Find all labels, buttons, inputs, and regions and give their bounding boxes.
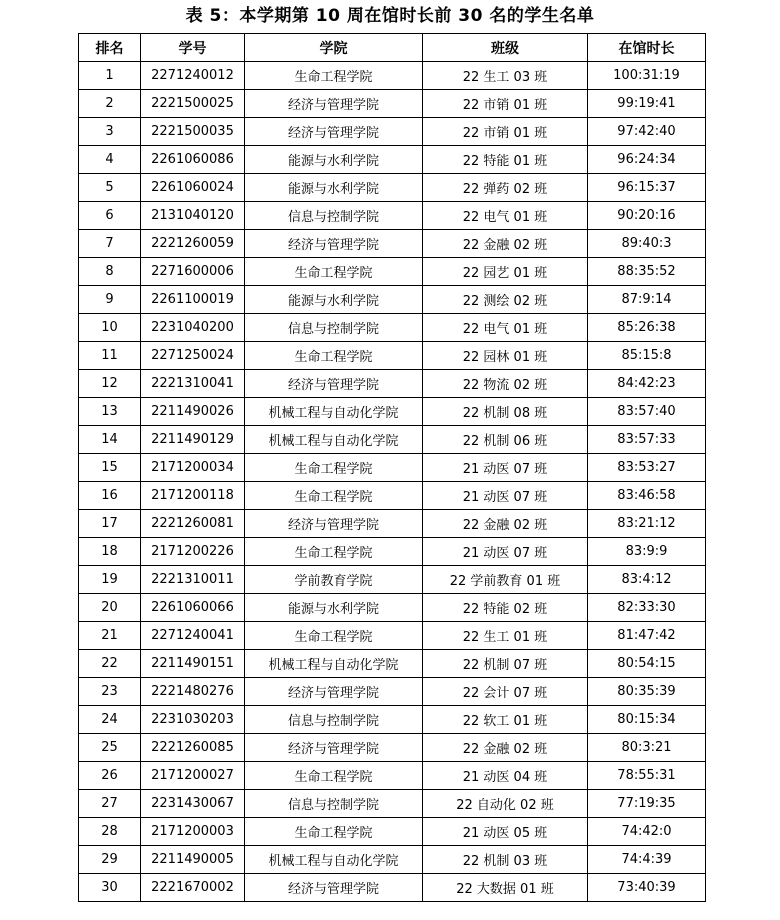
cell-college: 经济与管理学院 (245, 510, 423, 538)
table-row (79, 622, 706, 650)
student-hours-table (78, 33, 706, 902)
cell-class: 22 机制 06 班 (423, 426, 588, 454)
table-row (79, 398, 706, 426)
cell-student-id: 2261060086 (141, 146, 245, 174)
cell-class: 22 金融 02 班 (423, 734, 588, 762)
cell-class: 22 特能 01 班 (423, 146, 588, 174)
cell-hours: 83:57:40 (588, 398, 706, 426)
cell-college: 生命工程学院 (245, 454, 423, 482)
table-row (79, 258, 706, 286)
cell-class: 22 电气 01 班 (423, 202, 588, 230)
cell-hours: 87:9:14 (588, 286, 706, 314)
cell-college: 信息与控制学院 (245, 314, 423, 342)
table-row (79, 286, 706, 314)
cell-student-id: 2171200003 (141, 818, 245, 846)
table-row (79, 202, 706, 230)
cell-rank: 2 (79, 90, 141, 118)
cell-college: 生命工程学院 (245, 258, 423, 286)
cell-college: 生命工程学院 (245, 762, 423, 790)
cell-class: 22 市销 01 班 (423, 90, 588, 118)
cell-rank: 5 (79, 174, 141, 202)
cell-college: 生命工程学院 (245, 482, 423, 510)
cell-college: 经济与管理学院 (245, 734, 423, 762)
cell-student-id: 2261100019 (141, 286, 245, 314)
header-college: 学院 (245, 34, 423, 62)
cell-student-id: 2221480276 (141, 678, 245, 706)
cell-class: 22 生工 03 班 (423, 62, 588, 90)
cell-rank: 21 (79, 622, 141, 650)
cell-class: 21 动医 04 班 (423, 762, 588, 790)
cell-college: 学前教育学院 (245, 566, 423, 594)
table-row (79, 678, 706, 706)
cell-student-id: 2211490129 (141, 426, 245, 454)
cell-hours: 83:57:33 (588, 426, 706, 454)
table-row (79, 426, 706, 454)
cell-hours: 85:26:38 (588, 314, 706, 342)
cell-hours: 96:15:37 (588, 174, 706, 202)
cell-hours: 90:20:16 (588, 202, 706, 230)
cell-student-id: 2221500035 (141, 118, 245, 146)
cell-college: 生命工程学院 (245, 62, 423, 90)
cell-class: 22 金融 02 班 (423, 230, 588, 258)
cell-college: 经济与管理学院 (245, 678, 423, 706)
cell-student-id: 2211490151 (141, 650, 245, 678)
cell-hours: 83:4:12 (588, 566, 706, 594)
cell-college: 信息与控制学院 (245, 706, 423, 734)
cell-hours: 97:42:40 (588, 118, 706, 146)
cell-college: 信息与控制学院 (245, 790, 423, 818)
cell-class: 22 学前教育 01 班 (423, 566, 588, 594)
table-row (79, 482, 706, 510)
cell-college: 经济与管理学院 (245, 90, 423, 118)
cell-rank: 23 (79, 678, 141, 706)
cell-hours: 100:31:19 (588, 62, 706, 90)
cell-rank: 13 (79, 398, 141, 426)
cell-class: 21 动医 07 班 (423, 538, 588, 566)
cell-hours: 83:9:9 (588, 538, 706, 566)
cell-class: 22 园艺 01 班 (423, 258, 588, 286)
table-row (79, 734, 706, 762)
table-body (79, 62, 706, 902)
header-student-id: 学号 (141, 34, 245, 62)
cell-student-id: 2271250024 (141, 342, 245, 370)
cell-rank: 4 (79, 146, 141, 174)
table-row (79, 846, 706, 874)
table-row (79, 174, 706, 202)
cell-student-id: 2231030203 (141, 706, 245, 734)
cell-student-id: 2261060066 (141, 594, 245, 622)
cell-hours: 99:19:41 (588, 90, 706, 118)
table-row (79, 538, 706, 566)
cell-college: 机械工程与自动化学院 (245, 398, 423, 426)
cell-college: 经济与管理学院 (245, 118, 423, 146)
cell-student-id: 2221260081 (141, 510, 245, 538)
cell-hours: 82:33:30 (588, 594, 706, 622)
cell-class: 22 测绘 02 班 (423, 286, 588, 314)
cell-rank: 11 (79, 342, 141, 370)
cell-student-id: 2171200027 (141, 762, 245, 790)
cell-rank: 17 (79, 510, 141, 538)
cell-hours: 80:15:34 (588, 706, 706, 734)
cell-class: 21 动医 05 班 (423, 818, 588, 846)
cell-rank: 24 (79, 706, 141, 734)
cell-student-id: 2231040200 (141, 314, 245, 342)
cell-rank: 26 (79, 762, 141, 790)
table-row (79, 62, 706, 90)
cell-rank: 30 (79, 874, 141, 902)
table-row (79, 314, 706, 342)
table-row (79, 874, 706, 902)
cell-class: 22 软工 01 班 (423, 706, 588, 734)
cell-class: 22 物流 02 班 (423, 370, 588, 398)
cell-student-id: 2131040120 (141, 202, 245, 230)
cell-college: 生命工程学院 (245, 818, 423, 846)
cell-rank: 18 (79, 538, 141, 566)
cell-student-id: 2171200118 (141, 482, 245, 510)
table-row (79, 230, 706, 258)
cell-college: 生命工程学院 (245, 622, 423, 650)
header-hours: 在馆时长 (588, 34, 706, 62)
cell-student-id: 2171200226 (141, 538, 245, 566)
header-class: 班级 (423, 34, 588, 62)
cell-college: 信息与控制学院 (245, 202, 423, 230)
cell-student-id: 2211490026 (141, 398, 245, 426)
cell-hours: 78:55:31 (588, 762, 706, 790)
table-row (79, 818, 706, 846)
table-row (79, 790, 706, 818)
cell-student-id: 2271600006 (141, 258, 245, 286)
cell-student-id: 2231430067 (141, 790, 245, 818)
cell-hours: 84:42:23 (588, 370, 706, 398)
cell-college: 能源与水利学院 (245, 286, 423, 314)
cell-student-id: 2271240041 (141, 622, 245, 650)
cell-hours: 80:3:21 (588, 734, 706, 762)
table-row (79, 146, 706, 174)
cell-college: 经济与管理学院 (245, 874, 423, 902)
cell-rank: 22 (79, 650, 141, 678)
cell-class: 22 特能 02 班 (423, 594, 588, 622)
cell-rank: 6 (79, 202, 141, 230)
cell-hours: 81:47:42 (588, 622, 706, 650)
cell-student-id: 2221260085 (141, 734, 245, 762)
cell-class: 22 机制 07 班 (423, 650, 588, 678)
cell-class: 22 自动化 02 班 (423, 790, 588, 818)
cell-hours: 80:35:39 (588, 678, 706, 706)
cell-college: 机械工程与自动化学院 (245, 846, 423, 874)
cell-class: 22 弹药 02 班 (423, 174, 588, 202)
cell-rank: 9 (79, 286, 141, 314)
cell-college: 能源与水利学院 (245, 594, 423, 622)
cell-class: 22 园林 01 班 (423, 342, 588, 370)
cell-rank: 8 (79, 258, 141, 286)
cell-rank: 27 (79, 790, 141, 818)
cell-college: 机械工程与自动化学院 (245, 426, 423, 454)
cell-rank: 10 (79, 314, 141, 342)
cell-hours: 83:46:58 (588, 482, 706, 510)
cell-student-id: 2261060024 (141, 174, 245, 202)
cell-class: 21 动医 07 班 (423, 482, 588, 510)
cell-hours: 96:24:34 (588, 146, 706, 174)
cell-rank: 20 (79, 594, 141, 622)
table-row (79, 510, 706, 538)
cell-class: 22 市销 01 班 (423, 118, 588, 146)
cell-student-id: 2221260059 (141, 230, 245, 258)
cell-class: 22 电气 01 班 (423, 314, 588, 342)
cell-college: 生命工程学院 (245, 538, 423, 566)
cell-class: 22 大数据 01 班 (423, 874, 588, 902)
table-row (79, 762, 706, 790)
cell-class: 22 生工 01 班 (423, 622, 588, 650)
cell-rank: 1 (79, 62, 141, 90)
cell-hours: 77:19:35 (588, 790, 706, 818)
table-header-row (79, 34, 706, 62)
cell-hours: 83:21:12 (588, 510, 706, 538)
cell-class: 22 会计 07 班 (423, 678, 588, 706)
header-rank: 排名 (79, 34, 141, 62)
table-title: 表 5：本学期第 10 周在馆时长前 30 名的学生名单 (185, 6, 595, 26)
cell-hours: 80:54:15 (588, 650, 706, 678)
cell-hours: 85:15:8 (588, 342, 706, 370)
cell-hours: 83:53:27 (588, 454, 706, 482)
cell-student-id: 2271240012 (141, 62, 245, 90)
cell-rank: 14 (79, 426, 141, 454)
cell-college: 机械工程与自动化学院 (245, 650, 423, 678)
cell-hours: 73:40:39 (588, 874, 706, 902)
cell-student-id: 2221500025 (141, 90, 245, 118)
cell-hours: 88:35:52 (588, 258, 706, 286)
cell-rank: 16 (79, 482, 141, 510)
table-row (79, 90, 706, 118)
table-row (79, 118, 706, 146)
cell-rank: 29 (79, 846, 141, 874)
cell-student-id: 2221310011 (141, 566, 245, 594)
cell-class: 22 金融 02 班 (423, 510, 588, 538)
cell-college: 经济与管理学院 (245, 230, 423, 258)
cell-hours: 74:4:39 (588, 846, 706, 874)
cell-rank: 28 (79, 818, 141, 846)
table-row (79, 706, 706, 734)
cell-student-id: 2171200034 (141, 454, 245, 482)
table-row (79, 650, 706, 678)
cell-hours: 74:42:0 (588, 818, 706, 846)
cell-rank: 25 (79, 734, 141, 762)
cell-class: 22 机制 03 班 (423, 846, 588, 874)
cell-hours: 89:40:3 (588, 230, 706, 258)
cell-college: 生命工程学院 (245, 342, 423, 370)
table-row (79, 370, 706, 398)
cell-college: 能源与水利学院 (245, 146, 423, 174)
cell-rank: 12 (79, 370, 141, 398)
cell-class: 21 动医 07 班 (423, 454, 588, 482)
cell-student-id: 2221670002 (141, 874, 245, 902)
table-row (79, 566, 706, 594)
table-row (79, 594, 706, 622)
cell-rank: 15 (79, 454, 141, 482)
cell-class: 22 机制 08 班 (423, 398, 588, 426)
cell-college: 经济与管理学院 (245, 370, 423, 398)
cell-rank: 19 (79, 566, 141, 594)
cell-rank: 3 (79, 118, 141, 146)
cell-student-id: 2211490005 (141, 846, 245, 874)
cell-student-id: 2221310041 (141, 370, 245, 398)
table-row (79, 454, 706, 482)
cell-college: 能源与水利学院 (245, 174, 423, 202)
cell-rank: 7 (79, 230, 141, 258)
table-row (79, 342, 706, 370)
